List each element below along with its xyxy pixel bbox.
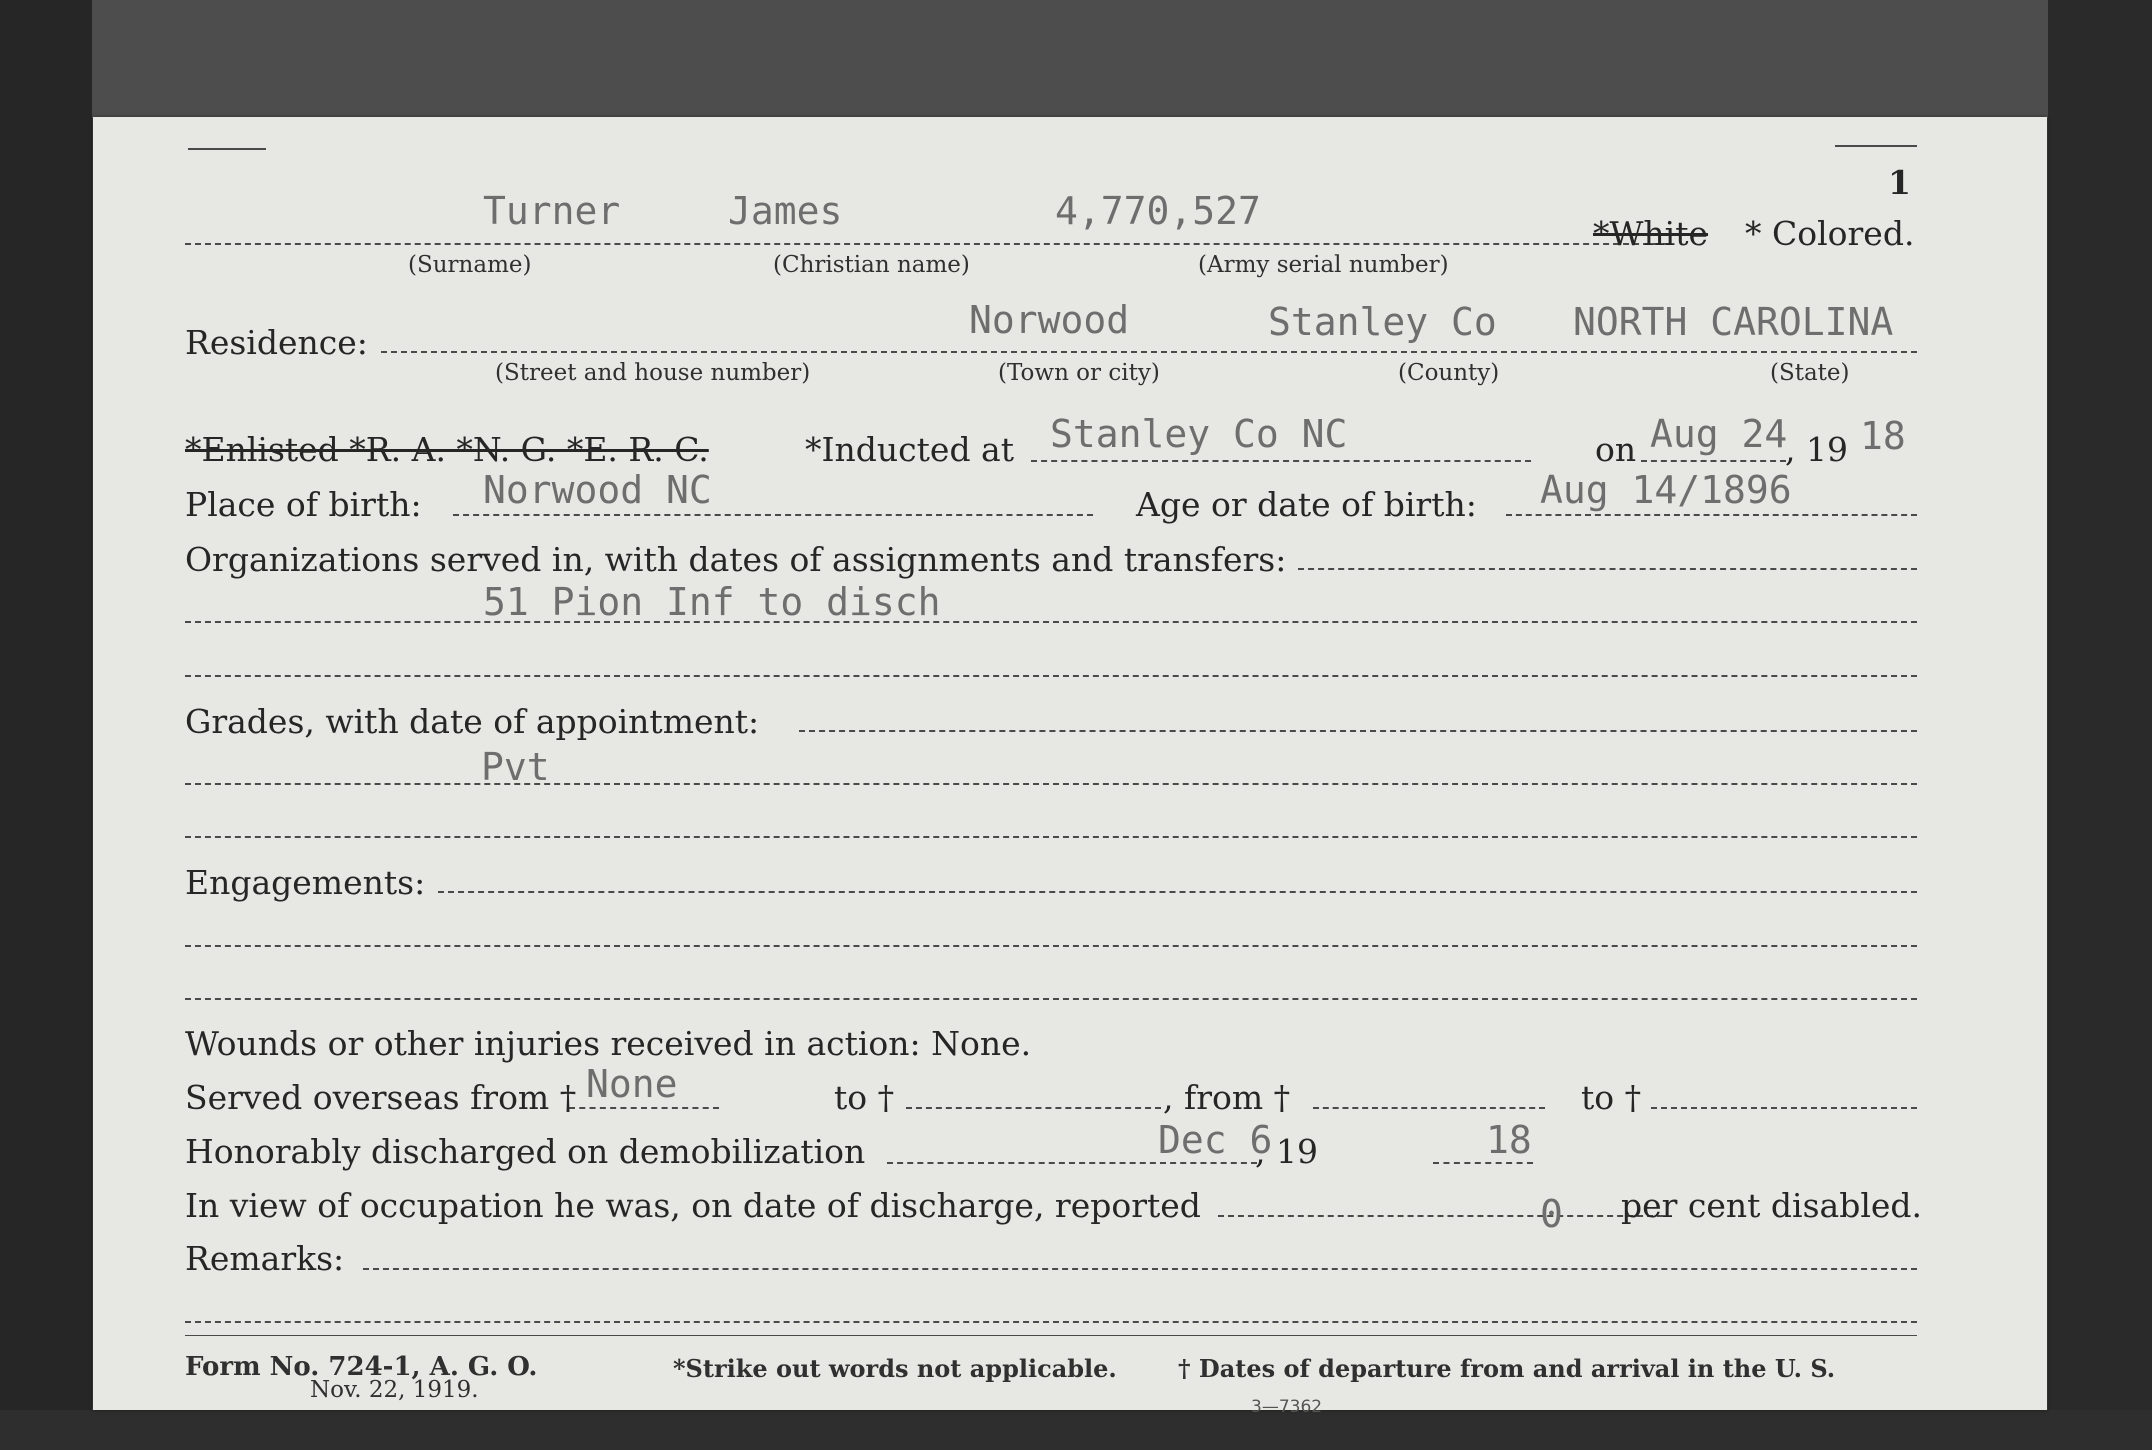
form-date: Nov. 22, 1919. [310,1377,479,1403]
overseas-value: None [586,1062,678,1106]
induction-year-prefix: , 19 [1785,430,1848,469]
inducted-label: *Inducted at [805,430,1014,469]
induction-year-suffix: 18 [1860,414,1906,458]
state-caption: (State) [1770,360,1850,386]
service-record-card [93,117,2047,1417]
place-of-birth-value: Norwood NC [483,468,712,512]
card-number: 1 [1888,163,1911,202]
name-line [185,243,1669,245]
discharge-year-line [1433,1162,1533,1164]
discharge-label: Honorably discharged on demobilization [185,1132,866,1171]
induction-date-line [1641,460,1786,462]
organizations-line-1 [1298,568,1917,570]
engagements-label: Engagements: [185,863,426,902]
residence-line [381,351,1917,353]
street-caption: (Street and house number) [495,360,811,386]
residence-county: Stanley Co [1268,300,1497,344]
overseas-to-label-2: to † [1581,1078,1642,1117]
engagements-line-2 [185,945,1917,947]
organizations-line-3 [185,675,1917,677]
organizations-label: Organizations served in, with dates of assignments and transfers: [185,540,1287,579]
serial-number-value: 4,770,527 [1055,189,1261,233]
top-left-rule [188,148,266,150]
inducted-place-line [1031,460,1531,462]
disability-value: 0 [1540,1192,1563,1236]
christian-name-caption: (Christian name) [773,252,970,278]
overseas-from-label-2: , from † [1163,1078,1291,1117]
overseas-to-line-1 [906,1107,1161,1109]
grades-value: Pvt [481,745,550,789]
date-of-birth-line [1506,514,1917,516]
remarks-line-1 [363,1268,1917,1270]
residence-town: Norwood [969,298,1130,342]
overseas-from-label: Served overseas from † [185,1078,577,1117]
grades-line-3 [185,836,1917,838]
on-label: on [1595,430,1637,469]
inducted-place: Stanley Co NC [1050,412,1348,456]
residence-state: NORTH CAROLINA [1573,300,1894,344]
scanner-background-bottom [0,1410,2152,1450]
overseas-from-line-2 [1313,1107,1545,1109]
engagements-line-3 [185,998,1917,1000]
residence-label: Residence: [185,323,368,362]
dagger-note: † Dates of departure from and arrival in the U. S. [1178,1354,1836,1383]
date-of-birth-value: Aug 14/1896 [1540,468,1792,512]
christian-name-value: James [728,189,843,233]
grades-line-1 [799,730,1917,732]
discharge-year-suffix: 18 [1486,1118,1532,1162]
county-caption: (County) [1398,360,1500,386]
overseas-to-line-2 [1651,1107,1917,1109]
place-of-birth-line [453,514,1093,516]
organizations-line-2 [185,621,1917,623]
age-label: Age or date of birth: [1136,485,1477,524]
disability-line [1218,1215,1663,1217]
engagements-line-1 [438,891,1917,893]
enlisted-options: *Enlisted *R. A. *N. G. *E. R. C. [185,430,709,469]
print-code: 3—7362 [1251,1397,1323,1417]
remarks-label: Remarks: [185,1239,345,1278]
remarks-line-2 [185,1321,1917,1323]
serial-number-caption: (Army serial number) [1198,252,1449,278]
place-of-birth-label: Place of birth: [185,485,422,524]
overseas-from-line [569,1107,719,1109]
race-white: *White [1593,214,1709,253]
induction-date: Aug 24 [1650,412,1788,456]
surname-value: Turner [483,189,621,233]
town-caption: (Town or city) [998,360,1160,386]
scanner-background-right [2048,0,2152,1450]
wounds-label: Wounds or other injuries received in action: None. [185,1024,1032,1063]
grades-line-2 [185,783,1917,785]
surname-caption: (Surname) [408,252,532,278]
disability-suffix: per cent disabled. [1621,1186,1923,1225]
overseas-to-label-1: to † [834,1078,895,1117]
discharge-date: Dec 6 [1158,1118,1273,1162]
top-right-rule [1835,145,1917,147]
grades-label: Grades, with date of appointment: [185,702,760,741]
discharge-date-line [887,1162,1257,1164]
form-number: Form No. 724-1, A. G. O. [185,1352,538,1382]
organizations-value: 51 Pion Inf to disch [483,580,941,624]
scanner-background-left [0,0,92,1450]
strike-out-note: *Strike out words not applicable. [673,1354,1117,1383]
disability-label: In view of occupation he was, on date of discharge, reported [185,1186,1201,1225]
scanner-background-top [0,0,2152,118]
race-colored: * Colored. [1745,214,1915,253]
discharge-year-prefix: , 19 [1255,1132,1318,1171]
footer-rule [185,1335,1917,1336]
